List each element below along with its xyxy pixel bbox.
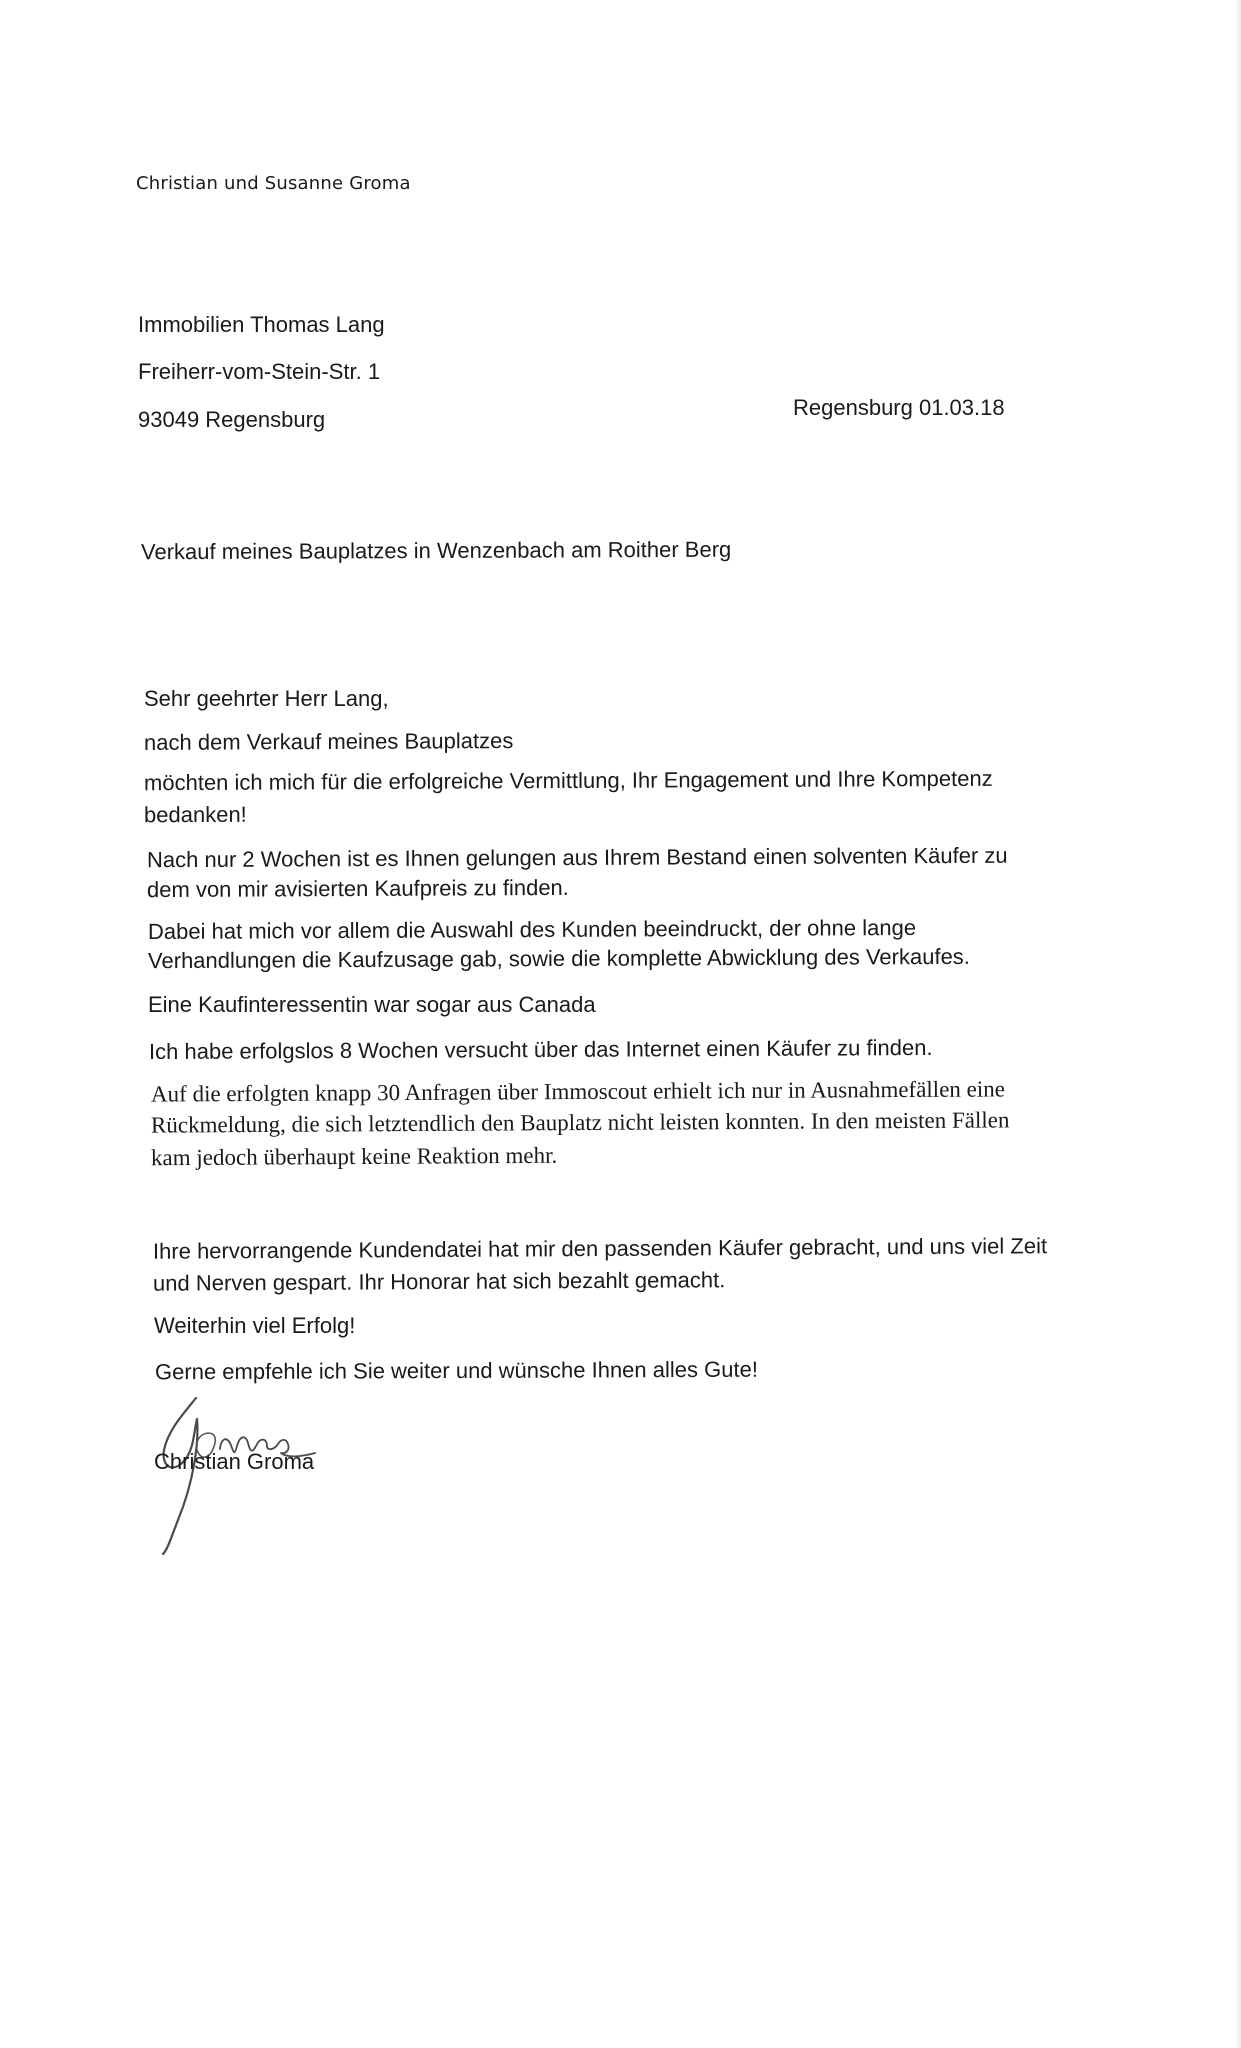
- body-line-3: bedanken!: [143, 801, 247, 828]
- body-line-10: Auf die erfolgten knapp 30 Anfragen über Immoscout erhielt ich nur in Ausnahmefällen eine: [150, 1076, 1006, 1107]
- body-line-7: Verhandlungen die Kaufzusage gab, sowie die komplette Abwicklung des Verkaufes.: [147, 943, 970, 974]
- body-line-2: möchten ich mich für die erfolgreiche Vermittlung, Ihr Engagement und Ihre Kompetenz: [143, 765, 993, 796]
- salutation: Sehr geehrter Herr Lang,: [144, 686, 389, 711]
- body-line-11: Rückmeldung, die sich letztendlich den Bauplatz nicht leisten konnten. In den meisten Fällen: [150, 1107, 1010, 1138]
- place-date: Regensburg 01.03.18: [793, 395, 1005, 420]
- closing-line-1: Weiterhin viel Erfolg!: [154, 1313, 356, 1338]
- recipient-line-3: 93049 Regensburg: [138, 407, 326, 432]
- signature-name: Christian Groma: [154, 1449, 315, 1474]
- body-line-1: nach dem Verkauf meines Bauplatzes: [143, 728, 514, 755]
- closing-line-2: Gerne empfehle ich Sie weiter und wünsche Ihnen alles Gute!: [154, 1356, 758, 1385]
- subject-line: Verkauf meines Bauplatzes in Wenzenbach am Roither Berg: [140, 536, 732, 565]
- body-line-6: Dabei hat mich vor allem die Auswahl des Kunden beeindruckt, der ohne lange: [147, 914, 917, 945]
- body-line-13: Ihre hervorrangende Kundendatei hat mir den passenden Käufer gebracht, und uns viel Zeit: [152, 1233, 1048, 1264]
- recipient-line-1: Immobilien Thomas Lang: [138, 312, 385, 337]
- scan-edge-shadow: [1235, 0, 1241, 2048]
- body-line-9: Ich habe erfolgslos 8 Wochen versucht über das Internet einen Käufer zu finden.: [148, 1034, 933, 1065]
- body-line-14: und Nerven gespart. Ihr Honorar hat sich bezahlt gemacht.: [152, 1267, 726, 1296]
- body-line-8: Eine Kaufinteressentin war sogar aus Canada: [148, 992, 596, 1017]
- body-line-5: dem von mir avisierten Kaufpreis zu finden.: [146, 874, 569, 903]
- recipient-line-2: Freiherr-vom-Stein-Str. 1: [138, 359, 381, 384]
- sender-line: Christian und Susanne Groma: [136, 173, 411, 194]
- body-line-4: Nach nur 2 Wochen ist es Ihnen gelungen aus Ihrem Bestand einen solventen Käufer zu: [146, 842, 1008, 873]
- body-line-12: kam jedoch überhaupt keine Reaktion mehr.: [150, 1142, 558, 1171]
